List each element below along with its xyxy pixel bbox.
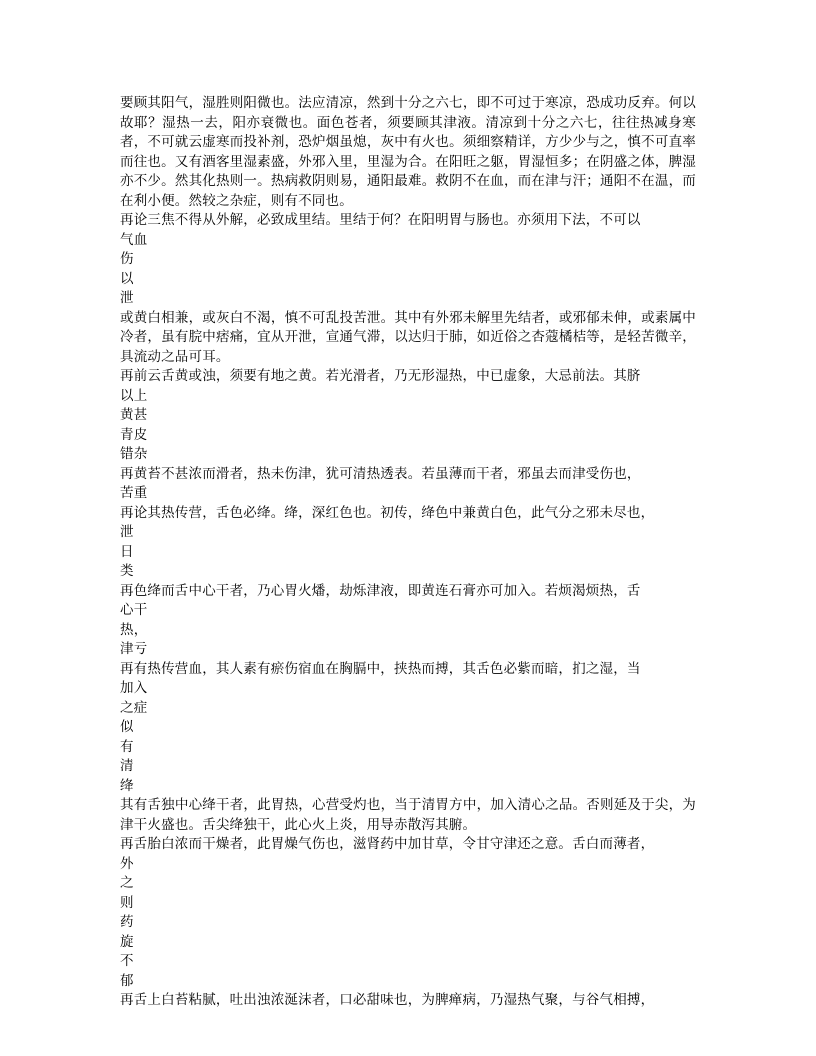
text-fragment: 旋 — [120, 933, 134, 950]
text-paragraph: 再论其热传营，舌色必绛。绛，深红色也。初传，绛色中兼黄白色，此气分之邪未尽也， — [120, 504, 655, 521]
text-paragraph: 再黄苔不甚浓而滑者，热未伤津，犹可清热透表。若虽薄而干者，邪虽去而津受伤也， — [120, 465, 641, 482]
text-fragment: 黄甚 — [120, 407, 148, 423]
document-page — [120, 94, 696, 1011]
text-fragment: 以上 — [120, 387, 148, 404]
text-fragment: 绛 — [120, 777, 134, 794]
text-fragment: 伤 — [120, 251, 134, 267]
text-paragraph: 再论三焦不得从外解，必致成里结。里结于何？在阳明胃与肠也。亦须用下法，不可以 — [120, 212, 641, 228]
text-fragment: 苦重 — [120, 485, 148, 501]
text-paragraph: 其有舌独中心绛干者，此胃热，心营受灼也，当于清胃方中，加入清心之品。否则延及于尖，为津干火盛也。舌尖绛独干，此心火上炎，用导赤散泻其腑。 — [120, 797, 696, 833]
text-paragraph: 或黄白相兼，或灰白不渴，慎不可乱投苦泄。其中有外邪未解里先结者，或邪郁未伸，或素属中冷者，虽有脘中痞痛，宜从开泄，宣通气滞，以达归于肺，如近俗之杏蔻橘桔等，是轻苦微辛，具流动之品可耳。 — [120, 309, 696, 365]
text-paragraph: 要顾其阳气，湿胜则阳微也。法应清凉，然到十分之六七，即不可过于寒凉，恐成功反弃。何以故耶？湿热一去，阳亦衰微也。面色苍者，须要顾其津液。清凉到十分之六七，往往热减身寒者，不可就云虚寒而投补剂，恐炉烟虽熄，灰中有火也。须细察精详，方少少与之，慎不可直率而往也。又有酒客里湿素盛，外邪入里，里湿为合。在阳旺之躯，胃湿恒多；在阴盛之体，脾湿亦不少。然其化热则一。热病救阴则易，通阳最难。救阴不在血，而在津与汗；通阳不在温，而在利小便。然较之杂症，则有不同也。 — [120, 95, 696, 209]
text-fragment: 之 — [120, 875, 134, 891]
text-fragment: 错杂 — [120, 446, 148, 462]
text-fragment: 心干 — [120, 602, 148, 618]
text-fragment: 有 — [120, 738, 134, 755]
text-fragment: 似 — [120, 719, 134, 735]
text-fragment: 类 — [120, 563, 134, 579]
text-fragment: 以 — [120, 270, 134, 287]
text-fragment: 津亏 — [120, 641, 148, 657]
text-fragment: 青皮 — [120, 426, 148, 443]
text-fragment: 之症 — [120, 699, 148, 716]
text-paragraph: 再色绛而舌中心干者，乃心胃火燔，劫烁津液，即黄连石膏亦可加入。若烦渴烦热，舌 — [120, 582, 641, 599]
text-fragment: 泄 — [120, 290, 134, 306]
text-paragraph: 再前云舌黄或浊，须要有地之黄。若光滑者，乃无形湿热，中已虚象，大忌前法。其脐 — [120, 368, 641, 384]
text-fragment: 日 — [120, 543, 134, 560]
text-fragment: 药 — [120, 914, 134, 930]
text-paragraph: 再有热传营血，其人素有瘀伤宿血在胸膈中，挟热而搏，其舌色必紫而暗，扪之湿，当 — [120, 660, 641, 677]
text-fragment: 加入 — [120, 680, 148, 696]
text-fragment: 气血 — [120, 231, 148, 248]
text-paragraph: 再舌胎白浓而干燥者，此胃燥气伤也，滋肾药中加甘草，令甘守津还之意。舌白而薄者， — [120, 836, 655, 852]
text-fragment: 外 — [120, 855, 134, 872]
text-fragment: 清 — [120, 758, 134, 774]
text-fragment: 泄 — [120, 524, 134, 540]
text-fragment: 不 — [120, 953, 134, 969]
text-paragraph: 再舌上白苔粘腻，吐出浊浓涎沫者，口必甜味也，为脾瘅病，乃湿热气聚，与谷气相搏， — [120, 992, 655, 1008]
text-fragment: 郁 — [120, 972, 134, 989]
text-fragment: 热， — [120, 621, 148, 638]
text-fragment: 则 — [120, 894, 134, 911]
